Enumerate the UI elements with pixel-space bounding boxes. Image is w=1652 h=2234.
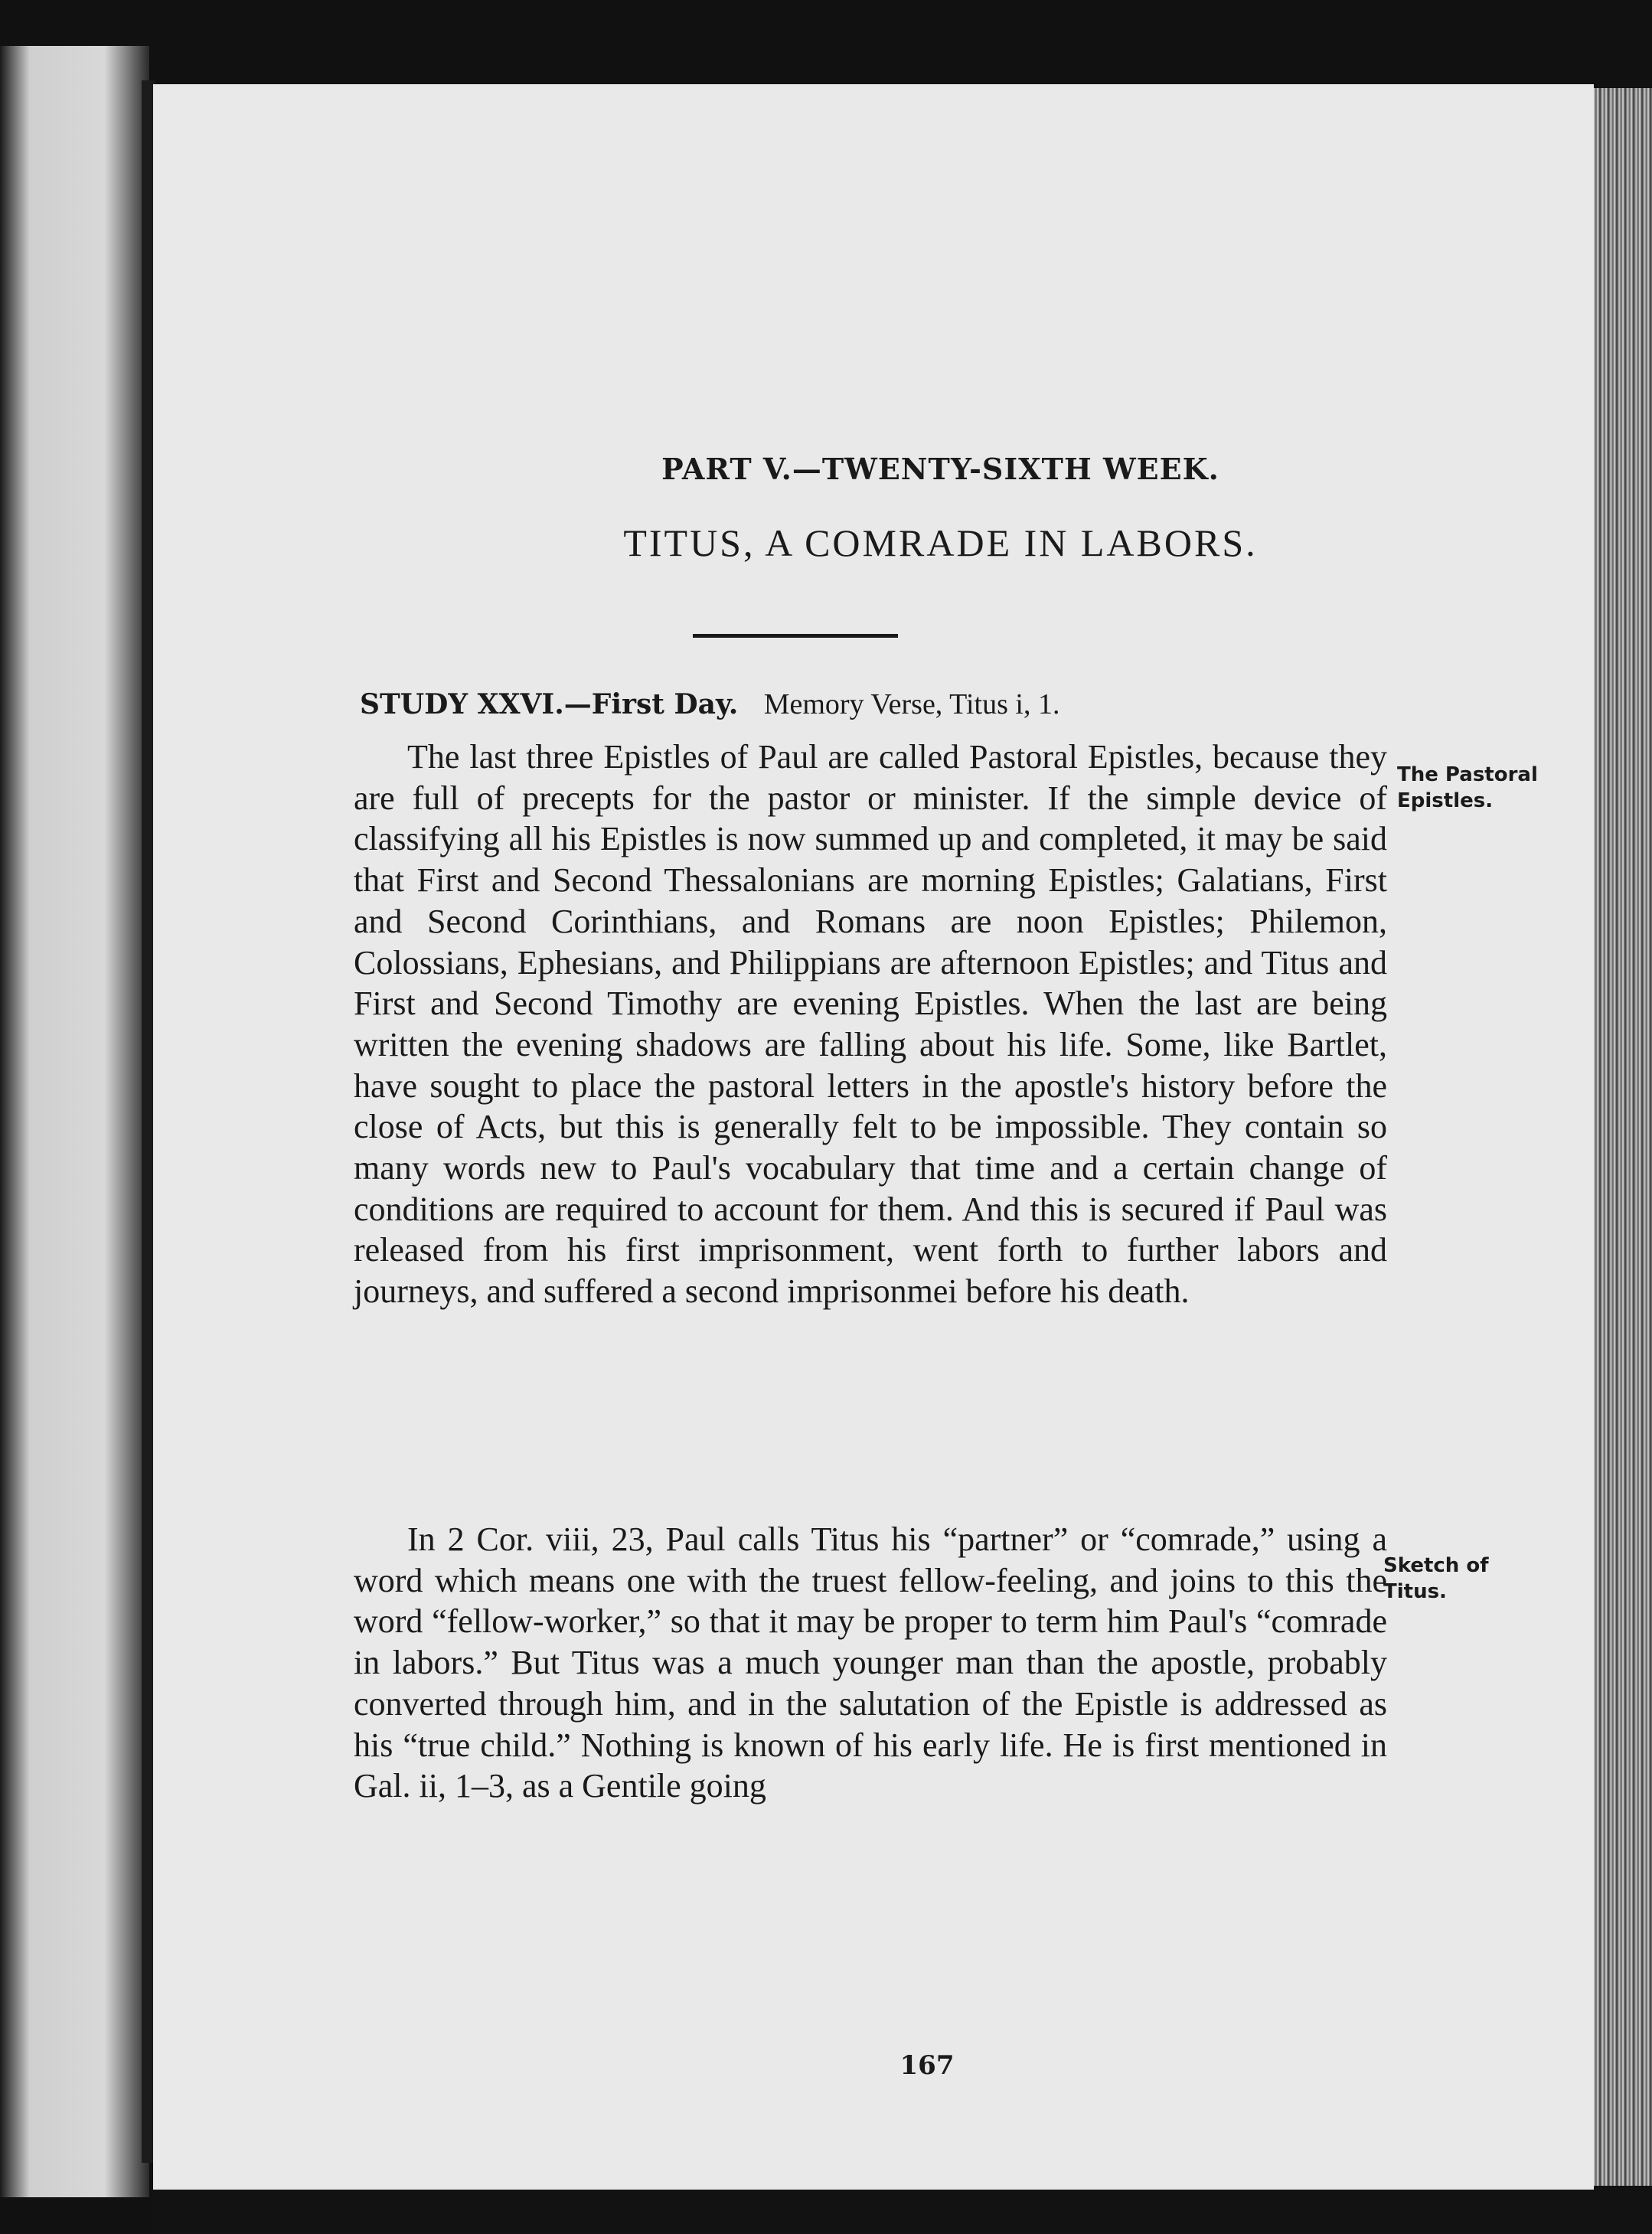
page-number: 167 [899, 2050, 955, 2081]
left-page-edge [0, 46, 149, 2197]
part-heading: PART V.—TWENTY-SIXTH WEEK. [661, 452, 1219, 486]
sidenote-sketch-of-titus [1383, 1553, 1489, 1605]
title-rule [693, 634, 898, 638]
sidenote-line: The Pastoral [1397, 763, 1538, 786]
page-stack-edge [1594, 88, 1652, 2186]
study-line [360, 688, 1059, 721]
book-page [153, 84, 1594, 2190]
paragraph-pastoral-epistles: The last three Epistles of Paul are called Pastoral Epistles, because they are full of precepts for the pastor or minister. If the simple device of classifying all his Epistles is now summed up and completed, it may be said that First and Second Thessalonians are morning Epistles; Galatians, First and Second Corinthians, and Romans are noon Epistles; Philemon, Colossians, Ephesians, and Philippians are afternoon Epistles; and Titus and First and Second Timothy are evening Epistles. When the last are being written the evening shadows are falling about his life. Some, like Bartlet, have sought to place the pastoral letters in the apostle's history before the close of Acts, but this is generally felt to be impossible. They contain so many words new to Paul's vocabulary that time and a certain change of conditions are required to account for them. And this is secured if Paul was released from his first imprisonment, went forth to further labors and journeys, and suffered a second imprisonmei before his death. [354, 738, 1387, 1311]
sidenote-line: Titus. [1383, 1580, 1447, 1603]
sidenote-line: Epistles. [1397, 789, 1494, 812]
paragraph-sketch-of-titus: In 2 Cor. viii, 23, Paul calls Titus his “partner” or “comrade,” using a word which means one with the truest fellow-feeling, and joins to this the word “fellow-worker,” so that it may be proper to term him Paul's “comrade in labors.” But Titus was a much younger man than the apostle, probably converted through him, and in the salutation of the Epistle is addressed as his “true child.” Nothing is known of his early life. He is first mentioned in Gal. ii, 1–3, as a Gentile going [354, 1520, 1387, 1805]
bottom-shadow [153, 2190, 1652, 2234]
sidenote-line: Sketch of [1383, 1554, 1489, 1577]
chapter-title: TITUS, A COMRADE IN LABORS. [623, 521, 1258, 564]
sidenote-pastoral-epistles [1397, 762, 1538, 814]
memory-verse: Memory Verse, Titus i, 1. [763, 688, 1060, 720]
study-label: STUDY XXVI.—First Day. [360, 688, 739, 720]
